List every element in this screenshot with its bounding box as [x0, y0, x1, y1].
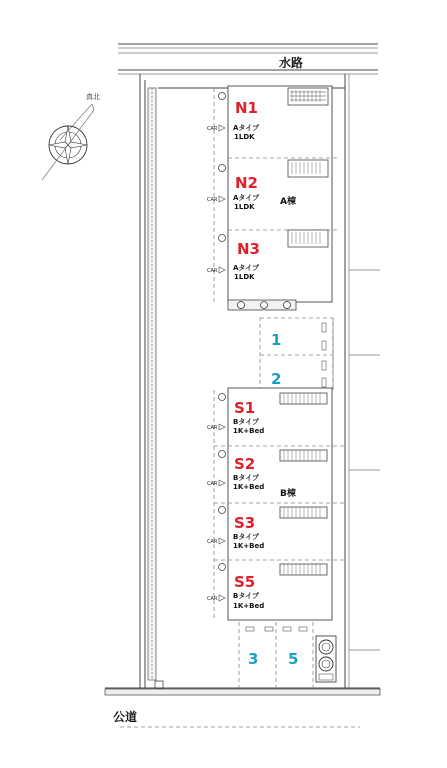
unit-layout: 1LDK — [234, 273, 255, 281]
entrance-arrow-icon — [219, 267, 225, 273]
unit-layout: 1K+Bed — [233, 483, 265, 491]
stair-icon — [288, 160, 328, 177]
public-road-band — [105, 688, 380, 727]
unit-label: S3 — [234, 514, 256, 532]
waterway-band — [118, 44, 378, 74]
parking-label: 3 — [248, 650, 259, 668]
true-north-label: 真北 — [86, 93, 100, 101]
unit-label: S5 — [234, 573, 256, 591]
car-label: CAR — [207, 596, 218, 602]
car-label: CAR — [207, 268, 218, 274]
stair-icon — [288, 230, 328, 247]
unit-type: Bタイプ — [233, 418, 259, 426]
parking-label: 5 — [288, 650, 299, 668]
unit-layout: 1K+Bed — [233, 542, 265, 550]
public-road-label: 公道 — [113, 710, 138, 724]
building-a-label: A棟 — [280, 197, 296, 207]
entrance-arrow-icon — [219, 595, 225, 601]
waterway-label: 水路 — [279, 56, 304, 70]
unit-type: Aタイプ — [233, 264, 260, 272]
car-label: CAR — [207, 539, 218, 545]
parking-label: 2 — [271, 370, 282, 388]
stair-icon — [280, 393, 327, 404]
unit-layout: 1LDK — [234, 203, 255, 211]
stair-icon — [280, 450, 327, 461]
unit-type: Aタイプ — [233, 124, 260, 132]
parking-label: 1 — [271, 331, 282, 349]
entrance-arrow-icon — [219, 196, 225, 202]
entrance-arrow-icon — [219, 538, 225, 544]
entrance-arrow-icon — [219, 480, 225, 486]
bin-station — [316, 636, 336, 682]
unit-type: Bタイプ — [233, 474, 259, 482]
unit-type: Bタイプ — [233, 592, 259, 600]
car-label: CAR — [207, 126, 218, 132]
stair-icon — [280, 564, 327, 575]
unit-label: S1 — [234, 399, 256, 417]
building-b-label: B棟 — [280, 489, 296, 499]
car-label: CAR — [207, 197, 218, 203]
unit-label: N1 — [235, 99, 258, 117]
unit-label: N3 — [237, 240, 260, 258]
stair-icon — [280, 507, 327, 518]
unit-label: N2 — [235, 174, 258, 192]
unit-type: Bタイプ — [233, 533, 259, 541]
compass-icon — [42, 104, 94, 180]
fence-strip — [148, 88, 163, 689]
stair-icon — [288, 88, 328, 105]
car-label: CAR — [207, 481, 218, 487]
unit-type: Aタイプ — [233, 194, 260, 202]
unit-label: S2 — [234, 455, 256, 473]
unit-layout: 1LDK — [234, 133, 255, 141]
car-label: CAR — [207, 425, 218, 431]
unit-layout: 1K+Bed — [233, 427, 265, 435]
entrance-arrow-icon — [219, 125, 225, 131]
unit-layout: 1K+Bed — [233, 602, 265, 610]
entrance-arrow-icon — [219, 424, 225, 430]
